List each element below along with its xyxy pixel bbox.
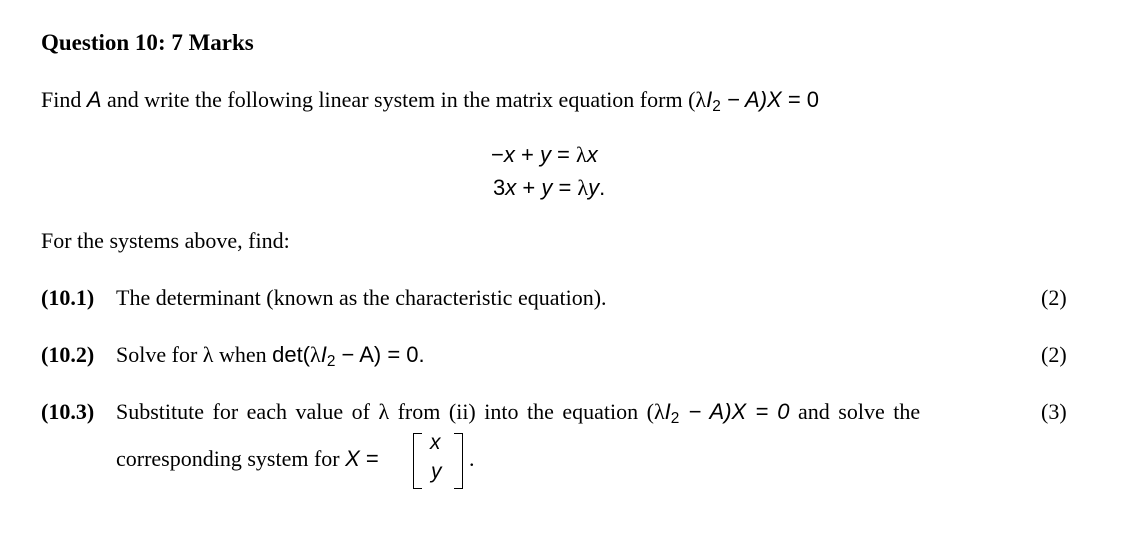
eq1-y: y bbox=[539, 142, 551, 167]
eq1-lambda: λ bbox=[576, 142, 587, 167]
item-10-2-identity: I bbox=[320, 342, 327, 367]
item-10-2-marks: (2) bbox=[1041, 342, 1067, 367]
item-10-3-pre: Substitute for each value of bbox=[116, 399, 379, 424]
item-10-3-end: and solve the bbox=[789, 399, 921, 424]
item-10-3-line2-text: corresponding system for bbox=[116, 446, 346, 471]
eq1-minus: − bbox=[491, 142, 504, 167]
for-systems-text: For the systems above, find: bbox=[41, 228, 290, 253]
item-10-3-mid: from (ii) into the equation ( bbox=[389, 399, 654, 424]
intro-write-text: and write the following linear system in the matrix equation form ( bbox=[101, 87, 696, 112]
item-10-3-line1 bbox=[116, 399, 920, 428]
eq2-period: . bbox=[599, 175, 606, 200]
eq1-rhs: x bbox=[586, 142, 598, 167]
question-heading bbox=[41, 30, 254, 56]
item-10-2-when: when bbox=[213, 342, 273, 367]
eq2-coef: 3 bbox=[493, 175, 506, 200]
item-10-2-tail: − A) = 0. bbox=[335, 342, 425, 367]
equals-zero: = 0 bbox=[781, 87, 820, 112]
item-10-3-eq: = bbox=[359, 446, 379, 471]
minus-a-x: − A)X bbox=[720, 87, 782, 112]
item-10-3-x-var: X bbox=[345, 446, 360, 471]
identity-symbol: I bbox=[706, 87, 713, 112]
lambda-symbol: λ bbox=[695, 87, 707, 112]
var-a: A bbox=[86, 87, 102, 112]
question-marks: : 7 Marks bbox=[157, 30, 254, 55]
eq2-x: x bbox=[505, 175, 517, 200]
item-10-3-marks: (3) bbox=[1041, 399, 1067, 424]
item-10-1-text: The determinant (known as the characteristic equation). bbox=[116, 285, 607, 310]
item-10-3-line2 bbox=[116, 446, 379, 472]
item-10-1-marks: (2) bbox=[1041, 285, 1067, 310]
intro-paragraph bbox=[41, 87, 819, 116]
item-10-2-lambda2: λ bbox=[310, 342, 321, 367]
item-10-2-number: (10.2) bbox=[41, 342, 95, 367]
item-10-3-lambda2: λ bbox=[653, 399, 665, 424]
vector-period: . bbox=[469, 446, 475, 471]
equation-line-1 bbox=[491, 142, 598, 168]
item-10-2-sub: 2 bbox=[326, 352, 336, 370]
item-10-3-lambda: λ bbox=[378, 399, 390, 424]
eq2-rhs: y bbox=[588, 175, 600, 200]
vector-x: x bbox=[430, 431, 441, 454]
vector-left-bracket bbox=[413, 433, 422, 489]
eq2-lambda: λ bbox=[577, 175, 589, 200]
eq2-equals: = bbox=[552, 175, 578, 200]
vector-y: y bbox=[431, 460, 442, 483]
item-10-3-identity: I bbox=[664, 399, 671, 424]
item-10-3-equation: − A)X = 0 bbox=[679, 399, 790, 424]
item-10-3-sub: 2 bbox=[670, 409, 680, 427]
eq2-plus: + bbox=[516, 175, 542, 200]
item-10-1-number: (10.1) bbox=[41, 285, 95, 310]
eq1-plus: + bbox=[514, 142, 540, 167]
intro-find: Find bbox=[41, 87, 87, 112]
vector-right-bracket bbox=[454, 433, 463, 489]
item-10-2-det: det( bbox=[272, 342, 311, 367]
eq1-x: x bbox=[503, 142, 515, 167]
item-10-2-pre: Solve for bbox=[116, 342, 203, 367]
question-number: Question 10 bbox=[41, 30, 158, 55]
item-10-2-text bbox=[116, 342, 425, 371]
equation-line-2 bbox=[493, 175, 605, 201]
eq1-equals: = bbox=[550, 142, 577, 167]
identity-subscript: 2 bbox=[712, 97, 721, 115]
item-10-2-lambda: λ bbox=[202, 342, 214, 367]
item-10-3-number: (10.3) bbox=[41, 399, 95, 424]
eq2-y: y bbox=[541, 175, 553, 200]
